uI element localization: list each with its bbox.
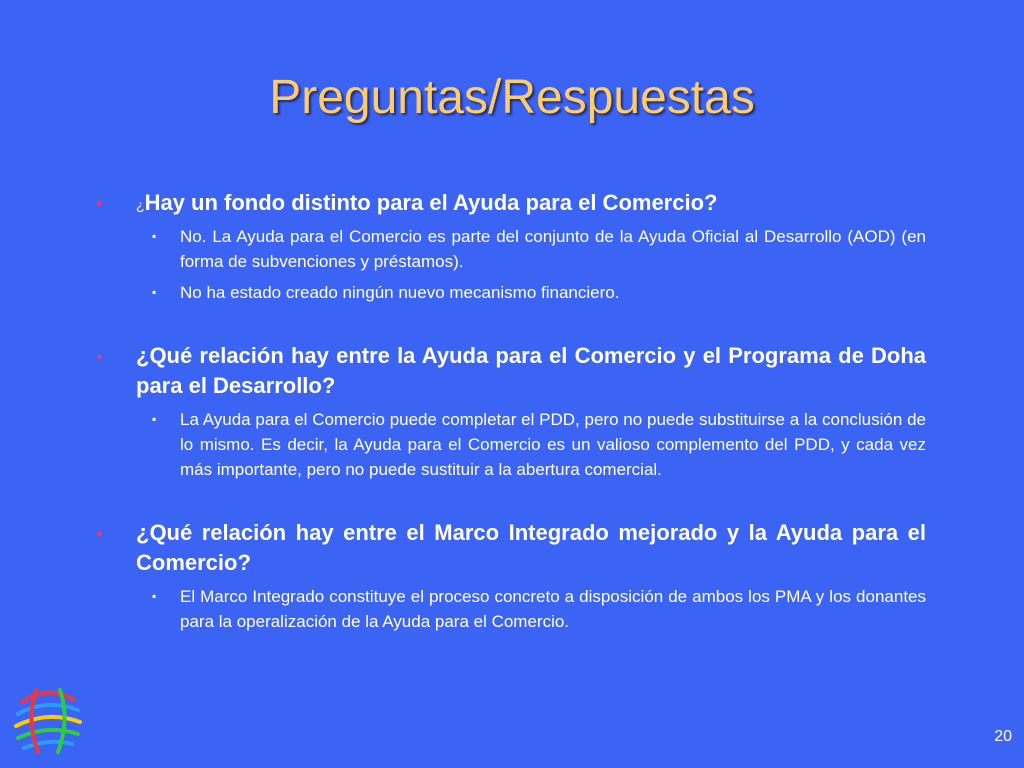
question-3 bbox=[96, 518, 926, 578]
wto-logo-icon bbox=[8, 680, 88, 760]
bullet-icon: ▪ bbox=[97, 348, 102, 364]
answer-3-1-text: El Marco Integrado constituye el proceso concreto a disposición de ambos los PMA y los donantes para la operalización de la Ayuda para el Comercio. bbox=[180, 587, 926, 631]
answer-2-1-text: La Ayuda para el Comercio puede completar el PDD, pero no puede substituirse a la conclusión de lo mismo. Es decir, la Ayuda para el Comercio es un valioso complemento del PDD, y cada vez más importante, pero no puede sustituir a la abertura comercial. bbox=[180, 410, 926, 479]
slide-title: Preguntas/Respuestas bbox=[269, 71, 755, 124]
answer-3-1 bbox=[96, 584, 926, 634]
question-3-text: ¿Qué relación hay entre el Marco Integrado mejorado y la Ayuda para el Comercio? bbox=[136, 520, 926, 575]
answer-2-1 bbox=[96, 407, 926, 482]
question-2-text: ¿Qué relación hay entre la Ayuda para el Comercio y el Programa de Doha para el Desarrollo? bbox=[136, 343, 926, 398]
question-2 bbox=[96, 341, 926, 401]
sub-bullet-icon: ▪ bbox=[152, 412, 157, 426]
answer-1-2 bbox=[96, 280, 926, 305]
sub-bullet-icon: ▪ bbox=[152, 229, 157, 243]
answer-1-1-text: No. La Ayuda para el Comercio es parte del conjunto de la Ayuda Oficial al Desarrollo (AOD) (en forma de subvenciones y préstamos). bbox=[180, 227, 926, 271]
sub-bullet-icon: ▪ bbox=[152, 285, 157, 299]
answer-1-1 bbox=[96, 224, 926, 274]
answer-1-2-text: No ha estado creado ningún nuevo mecanismo financiero. bbox=[180, 283, 620, 302]
slide-content bbox=[96, 188, 926, 634]
question-1-prefix: ¿ bbox=[136, 197, 145, 213]
page-number: 20 bbox=[994, 728, 1012, 745]
sub-bullet-icon: ▪ bbox=[152, 589, 157, 603]
bullet-icon: ▪ bbox=[97, 195, 102, 211]
bullet-icon: ▪ bbox=[97, 525, 102, 541]
question-1 bbox=[96, 188, 926, 220]
question-1-text: Hay un fondo distinto para el Ayuda para el Comercio? bbox=[144, 190, 718, 215]
